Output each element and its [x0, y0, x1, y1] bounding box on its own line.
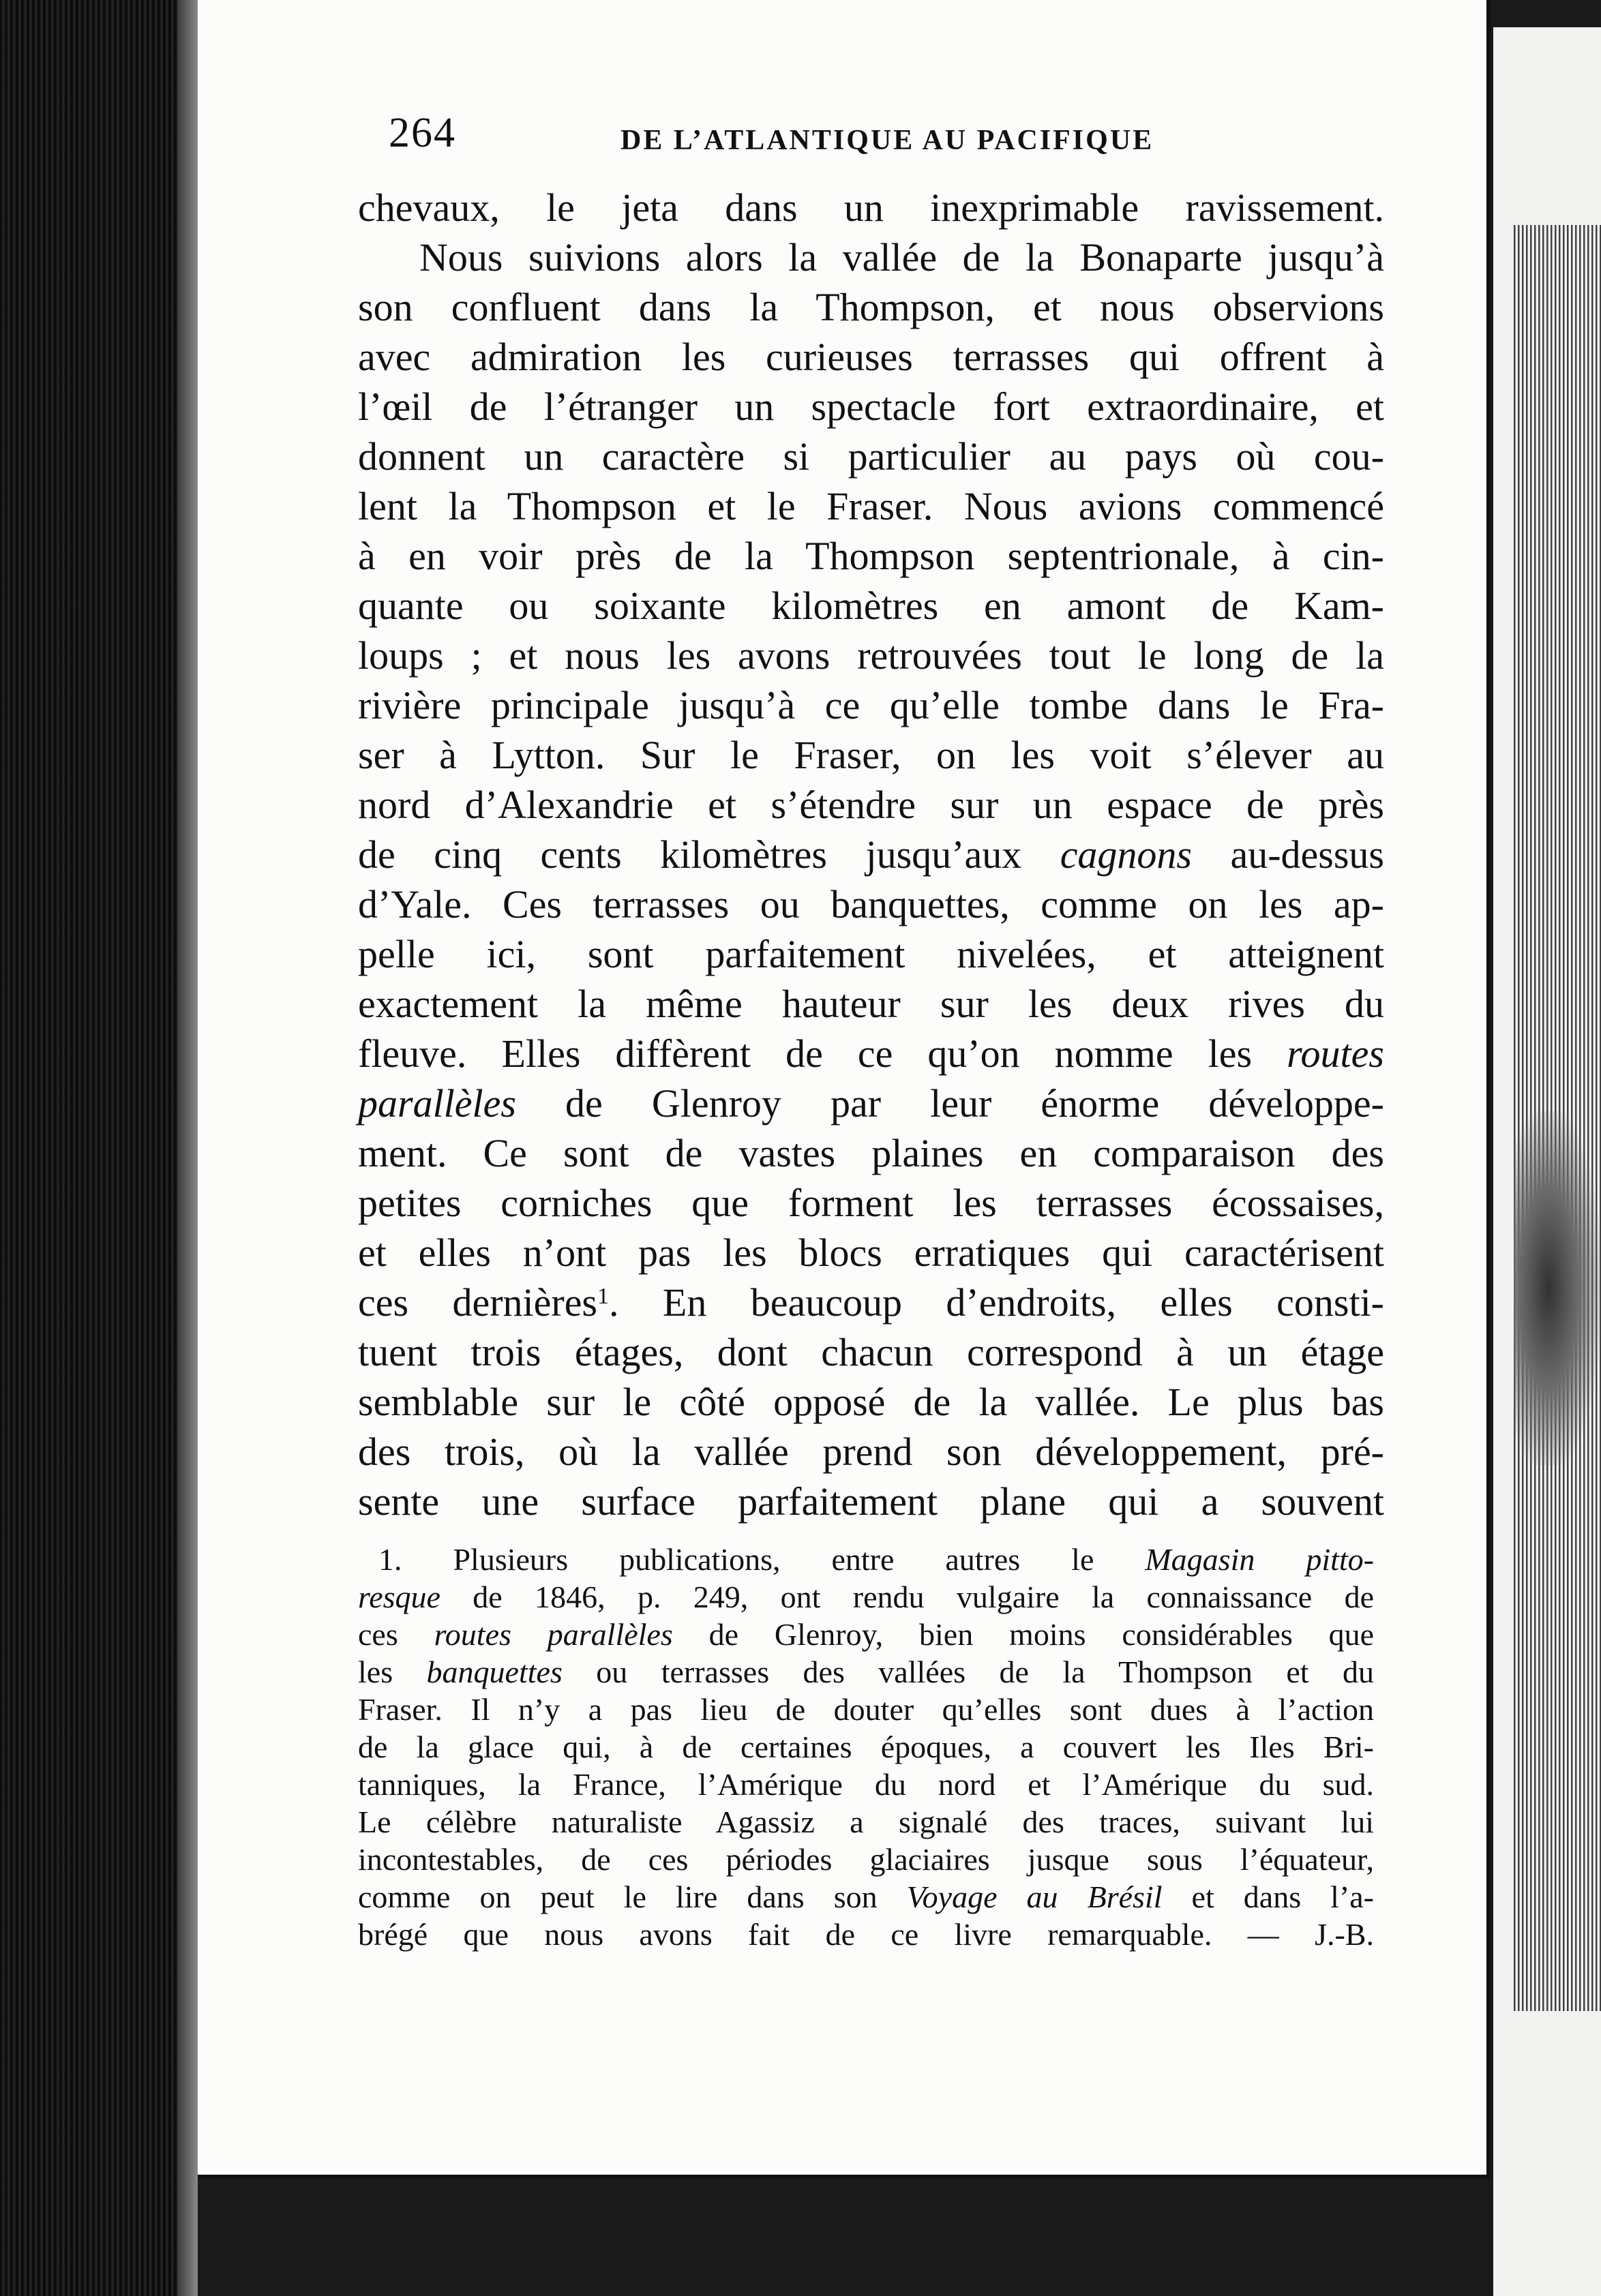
- footnote-line: [358, 1653, 1374, 1691]
- text-run: 1. Plusieurs publications, entre autres le: [378, 1542, 1146, 1577]
- text-run: au-dessus: [1192, 832, 1384, 877]
- footnote-line: [358, 1616, 1374, 1653]
- text-run: quante ou soixante kilomètres en amont de Kam-: [358, 584, 1384, 628]
- text-run: son confluent dans la Thompson, et nous observions: [358, 285, 1384, 329]
- footnote-line: [358, 1916, 1374, 1953]
- footnote-line: [358, 1728, 1374, 1766]
- text-run: chevaux, le jeta dans un inexprimable ravissement.: [358, 185, 1384, 230]
- text-line: [358, 730, 1384, 780]
- text-line: [358, 1029, 1384, 1078]
- text-line: [358, 780, 1384, 830]
- footnote-line: [358, 1803, 1374, 1841]
- text-line: [358, 1228, 1384, 1278]
- text-line: [358, 432, 1384, 481]
- italic-text: banquettes: [426, 1655, 563, 1689]
- text-line: [358, 680, 1384, 730]
- text-line: [358, 879, 1384, 929]
- text-run: à en voir près de la Thompson septentrionale, à cin-: [358, 534, 1384, 578]
- text-line: [358, 232, 1384, 282]
- engraving-illustration: [1514, 225, 1601, 2011]
- book-binding: [0, 0, 198, 2296]
- text-line: [358, 1128, 1384, 1178]
- text-run: semblable sur le côté opposé de la vallée. Le plus bas: [358, 1380, 1384, 1424]
- facing-page: [1493, 27, 1601, 2296]
- text-run: incontestables, de ces périodes glaciaires jusque sous l’équateur,: [358, 1842, 1374, 1877]
- page-number: 264: [389, 110, 456, 156]
- text-line: [358, 1477, 1384, 1526]
- text-run: l’œil de l’étranger un spectacle fort extraordinaire, et: [358, 384, 1384, 429]
- text-line: [358, 1178, 1384, 1228]
- text-run: Le célèbre naturaliste Agassiz a signalé des traces, suivant lui: [358, 1804, 1374, 1839]
- text-line: [358, 581, 1384, 631]
- text-line: [358, 183, 1384, 232]
- text-line: [358, 979, 1384, 1029]
- text-run: lent la Thompson et le Fraser. Nous avions commencé: [358, 484, 1384, 528]
- text-run: petites corniches que forment les terrasses écossaises,: [358, 1181, 1384, 1225]
- text-run: de la glace qui, à de certaines époques, a couvert les Iles Bri-: [358, 1729, 1374, 1764]
- text-run: de Glenroy, bien moins considérables que: [672, 1617, 1374, 1652]
- text-run: ment. Ce sont de vastes plaines en comparaison des: [358, 1131, 1384, 1175]
- text-run: loups ; et nous les avons retrouvées tout le long de la: [358, 633, 1384, 678]
- text-run: Fraser. Il n’y a pas lieu de douter qu’elles sont dues à l’action: [358, 1692, 1374, 1727]
- text-run: de Glenroy par leur énorme développe-: [515, 1081, 1384, 1126]
- italic-text: routes parallèles: [434, 1617, 673, 1652]
- text-run: des trois, où la vallée prend son développement, pré-: [358, 1430, 1384, 1474]
- text-run: les: [358, 1655, 427, 1689]
- text-line: [358, 481, 1384, 531]
- text-run: de 1846, p. 249, ont rendu vulgaire la connaissance de: [440, 1580, 1374, 1614]
- text-line: [358, 830, 1384, 879]
- text-line: [358, 631, 1384, 680]
- footnote-line: [358, 1878, 1374, 1916]
- text-line: [358, 929, 1384, 979]
- italic-text: parallèles: [358, 1081, 516, 1126]
- footnote-line: [358, 1766, 1374, 1803]
- text-run: nord d’Alexandrie et s’étendre sur un espace de près: [358, 783, 1384, 827]
- text-run: ou terrasses des vallées de la Thompson et du: [562, 1655, 1374, 1689]
- italic-text: cagnons: [1060, 832, 1193, 877]
- italic-text: Voyage au Brésil: [906, 1879, 1163, 1914]
- text-run: d’Yale. Ces terrasses ou banquettes, comme on les ap-: [358, 882, 1384, 926]
- footnote-marker: 1: [597, 1284, 610, 1309]
- text-run: et elles n’ont pas les blocs erratiques qui caractérisent: [358, 1230, 1384, 1275]
- text-run: . En beaucoup d’endroits, elles consti-: [609, 1280, 1384, 1325]
- text-line: [358, 1377, 1384, 1427]
- text-line: [358, 282, 1384, 332]
- text-run: Nous suivions alors la vallée de la Bonaparte jusqu’à: [419, 235, 1384, 280]
- text-run: de cinq cents kilomètres jusqu’aux: [358, 832, 1060, 877]
- text-line: [358, 1327, 1384, 1377]
- text-run: ser à Lytton. Sur le Fraser, on les voit s’élever au: [358, 733, 1384, 777]
- text-run: pelle ici, sont parfaitement nivelées, et atteignent: [358, 932, 1384, 976]
- text-line: [358, 531, 1384, 581]
- footnote: [358, 1541, 1374, 1953]
- body-text: [358, 183, 1384, 1526]
- text-line: [358, 1278, 1384, 1327]
- italic-text: resque: [358, 1580, 440, 1614]
- italic-text: routes: [1287, 1031, 1384, 1076]
- text-line: [358, 382, 1384, 432]
- italic-text: Magasin pitto-: [1145, 1542, 1374, 1577]
- text-line: [358, 332, 1384, 382]
- text-run: avec admiration les curieuses terrasses qui offrent à: [358, 335, 1384, 379]
- footnote-line: [358, 1841, 1374, 1878]
- text-run: ces dernières: [358, 1280, 598, 1325]
- footnote-line: [358, 1541, 1374, 1578]
- text-run: ces: [358, 1617, 434, 1652]
- text-run: tuent trois étages, dont chacun correspond à un étage: [358, 1330, 1384, 1374]
- text-run: donnent un caractère si particulier au pays où cou-: [358, 434, 1384, 479]
- text-run: sente une surface parfaitement plane qui a souvent: [358, 1479, 1384, 1524]
- running-title: DE L’ATLANTIQUE AU PACIFIQUE: [620, 125, 1154, 156]
- page-header: [389, 109, 1384, 164]
- text-run: exactement la même hauteur sur les deux rives du: [358, 982, 1384, 1026]
- text-run: brégé que nous avons fait de ce livre remarquable. — J.-B.: [358, 1917, 1374, 1952]
- text-line: [358, 1427, 1384, 1477]
- text-run: fleuve. Elles diffèrent de ce qu’on nomme les: [358, 1031, 1287, 1076]
- footnote-line: [358, 1691, 1374, 1728]
- text-run: tanniques, la France, l’Amérique du nord et l’Amérique du sud.: [358, 1767, 1374, 1802]
- text-run: et dans l’a-: [1162, 1879, 1375, 1914]
- footnote-line: [358, 1578, 1374, 1616]
- text-run: comme on peut le lire dans son: [358, 1879, 907, 1914]
- text-run: rivière principale jusqu’à ce qu’elle tombe dans le Fra-: [358, 683, 1384, 727]
- text-line: [358, 1078, 1384, 1128]
